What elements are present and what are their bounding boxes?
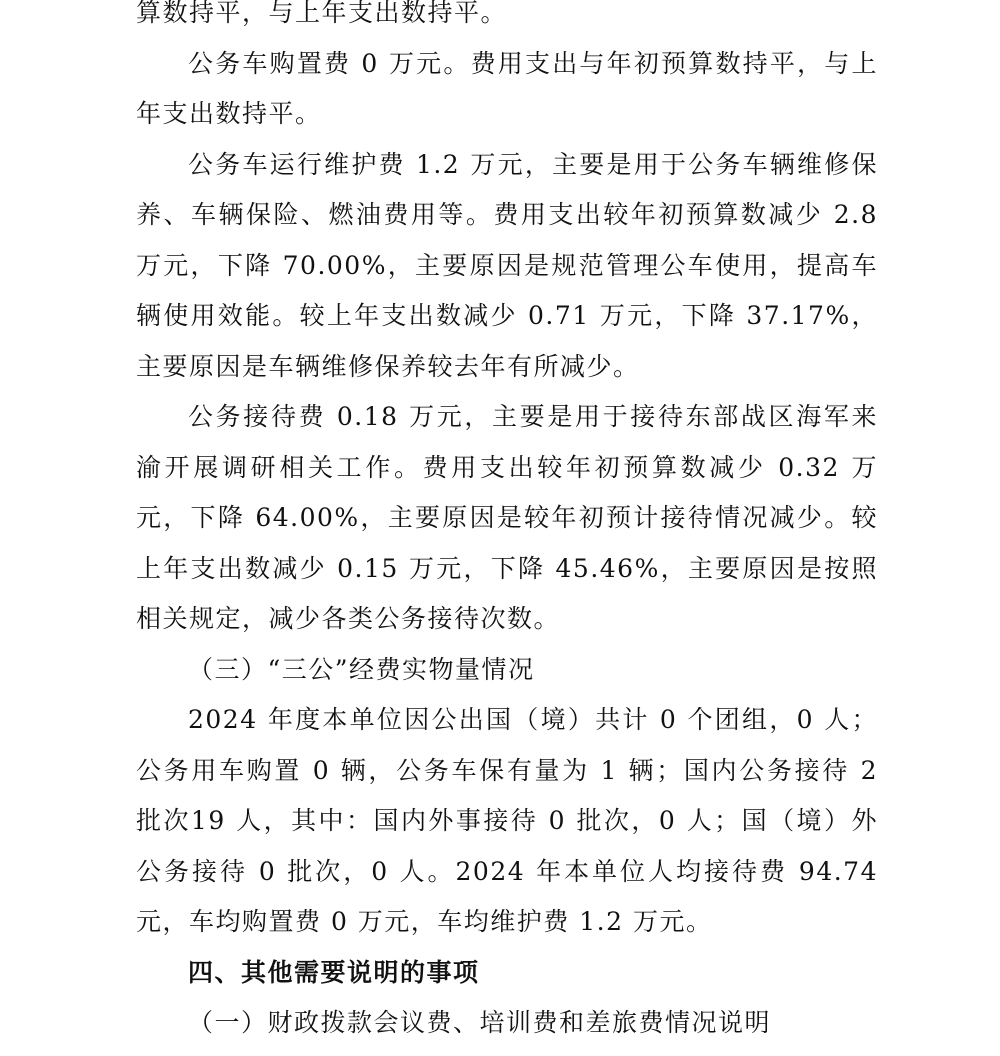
paragraph-continuation: 算数持平，与上年支出数持平。: [136, 0, 508, 27]
subheading-meeting-training-travel: （一）财政拨款会议费、培训费和差旅费情况说明: [188, 1008, 772, 1037]
paragraph-vehicle-maintenance: 公务车运行维护费 1.2 万元，主要是用于公务车辆维修保养、车辆保险、燃油费用等。费用支出较年初预算数减少 2.8 万元，下降 70.00%，主要原因是规范管理公车使用，提高车辆使用效能。较上年支出数减少 0.71 万元，下降 37.17%，主要原因是车辆维修保养较去年有所减少。: [136, 149, 878, 381]
document-page: [136, 0, 878, 1049]
heading-other-matters: 四、其他需要说明的事项: [188, 957, 480, 987]
paragraph-quantities: 2024 年度本单位因公出国（境）共计 0 个团组，0 人；公务用车购置 0 辆，公务车保有量为 1 辆；国内公务接待 2 批次19 人，其中：国内外事接待 0 批次，0 人；国（境）外公务接待 0 批次，0 人。2024 年本单位人均接待费 94.74 元，车均购置费 0 万元，车均维护费 1.2 万元。: [136, 705, 878, 936]
paragraph-official-reception: 公务接待费 0.18 万元，主要是用于接待东部战区海军来渝开展调研相关工作。费用支出较年初预算数减少 0.32 万元，下降 64.00%，主要原因是较年初预计接待情况减少。较上年支出数减少 0.15 万元，下降 45.46%，主要原因是按照相关规定，减少各类公务接待次数。: [136, 402, 878, 633]
paragraph-vehicle-purchase: 公务车购置费 0 万元。费用支出与年初预算数持平，与上年支出数持平。: [136, 48, 878, 128]
subheading-three-public-quantities: （三）“三公”经费实物量情况: [188, 654, 535, 684]
